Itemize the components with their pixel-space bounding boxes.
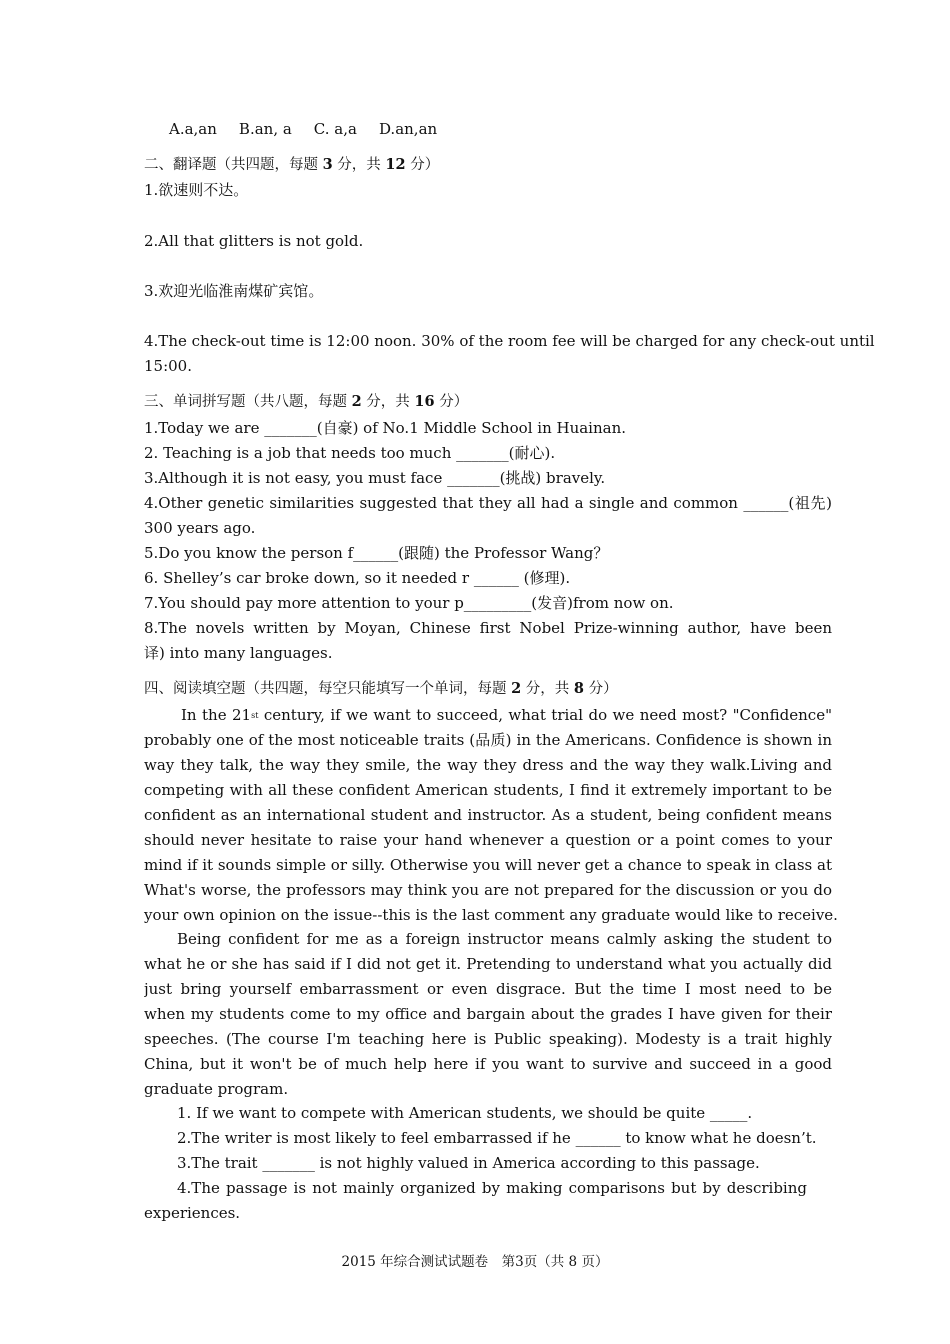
passage-para2-first-line: Being confident for me as a foreign instructor means calmly asking the student to	[177, 930, 832, 948]
page-footer: 2015 年综合测试试题卷 第3页（共 8 页）	[341, 1254, 609, 1270]
section3-heading: 三、单词拼写题（共八题，每题 2 分，共 16 分）	[144, 393, 469, 410]
spelling-line: 6. Shelley’s car broke down, so it needed r ______ (修理).	[144, 569, 571, 587]
spelling-line: 7.You should pay more attention to your p_________(发音)from now on.	[144, 594, 674, 612]
passage-line: way they talk, the way they smile, the way they dress and the way they walk.Living and	[144, 756, 832, 774]
spelling-line: 3.Although it is not easy, you must face _______(挑战) bravely.	[144, 469, 606, 487]
section2-heading: 二、翻译题（共四题，每题 3 分，共 12 分）	[144, 156, 440, 173]
section2-item: 4.The check-out time is 12:00 noon. 30% of the room fee will be charged for any check-out until	[144, 332, 875, 350]
reading-question-continuation: experiences.	[144, 1204, 241, 1222]
reading-question: 1. If we want to compete with American students, we should be quite _____.	[177, 1104, 753, 1122]
passage-line: just bring yourself embarrassment or even disgrace. But the time I most need to be	[144, 980, 832, 998]
reading-question: 4.The passage is not mainly organized by making comparisons but by describing	[177, 1179, 807, 1197]
option-d: D.an,an	[378, 120, 438, 138]
passage-line: what he or she has said if I did not get it. Pretending to understand what you actually did	[144, 955, 832, 973]
passage-line: competing with all these confident American students, I find it extremely important to be	[144, 781, 832, 799]
section2-item: 2.All that glitters is not gold.	[144, 232, 364, 250]
reading-question: 3.The trait _______ is not highly valued in America according to this passage.	[177, 1154, 760, 1172]
option-c: C. a,a	[313, 120, 357, 138]
prev-question-options	[169, 120, 857, 138]
spelling-line: 4.Other genetic similarities suggested that they all had a single and common ______(祖先)	[144, 494, 832, 512]
passage-line: should never hesitate to raise your hand whenever a question or a point comes to your	[144, 831, 832, 849]
option-a: A.a,an	[169, 120, 217, 138]
spelling-line: 8.The novels written by Moyan, Chinese first Nobel Prize-winning author, have been	[144, 619, 832, 637]
spelling-line: 译) into many languages.	[144, 644, 333, 662]
spelling-line: 1.Today we are _______(自豪) of No.1 Middle School in Huainan.	[144, 419, 627, 437]
section4-heading: 四、阅读填空题（共四题，每空只能填写一个单词，每题 2 分，共 8 分）	[144, 680, 618, 697]
spelling-line: 300 years ago.	[144, 519, 256, 537]
passage-line: What's worse, the professors may think you are not prepared for the discussion or you do	[144, 881, 832, 899]
spelling-line: 2. Teaching is a job that needs too much _______(耐心).	[144, 444, 556, 462]
passage-line: graduate program.	[144, 1080, 289, 1098]
passage-line: mind if it sounds simple or silly. Otherwise you will never get a chance to speak in class at	[144, 856, 832, 874]
section2-item: 15:00.	[144, 357, 192, 375]
section2-item: 3.欢迎光临淮南煤矿宾馆。	[144, 282, 324, 300]
passage-line: probably one of the most noticeable traits (品质) in the Americans. Confidence is shown in	[144, 731, 832, 749]
option-b: B.an, a	[238, 120, 292, 138]
passage-line: when my students come to my office and bargain about the grades I have given for their	[144, 1005, 832, 1023]
passage-line: China, but it won't be of much help here if you want to survive and succeed in a good	[144, 1055, 832, 1073]
spelling-line: 5.Do you know the person f______(跟随) the Professor Wang？	[144, 544, 609, 562]
passage-line: confident as an international student and instructor. As a student, being confident means	[144, 806, 832, 824]
section2-item: 1.欲速则不达。	[144, 181, 249, 199]
passage-line: speeches. (The course I'm teaching here is Public speaking). Modesty is a trait highly	[144, 1030, 832, 1048]
passage-line: your own opinion on the issue--this is the last comment any graduate would like to receive.	[144, 906, 838, 924]
reading-question: 2.The writer is most likely to feel embarrassed if he ______ to know what he doesn’t.	[177, 1129, 817, 1147]
passage-para1-first-line: In the 21st century, if we want to succeed, what trial do we need most? "Confidence"	[181, 706, 832, 724]
